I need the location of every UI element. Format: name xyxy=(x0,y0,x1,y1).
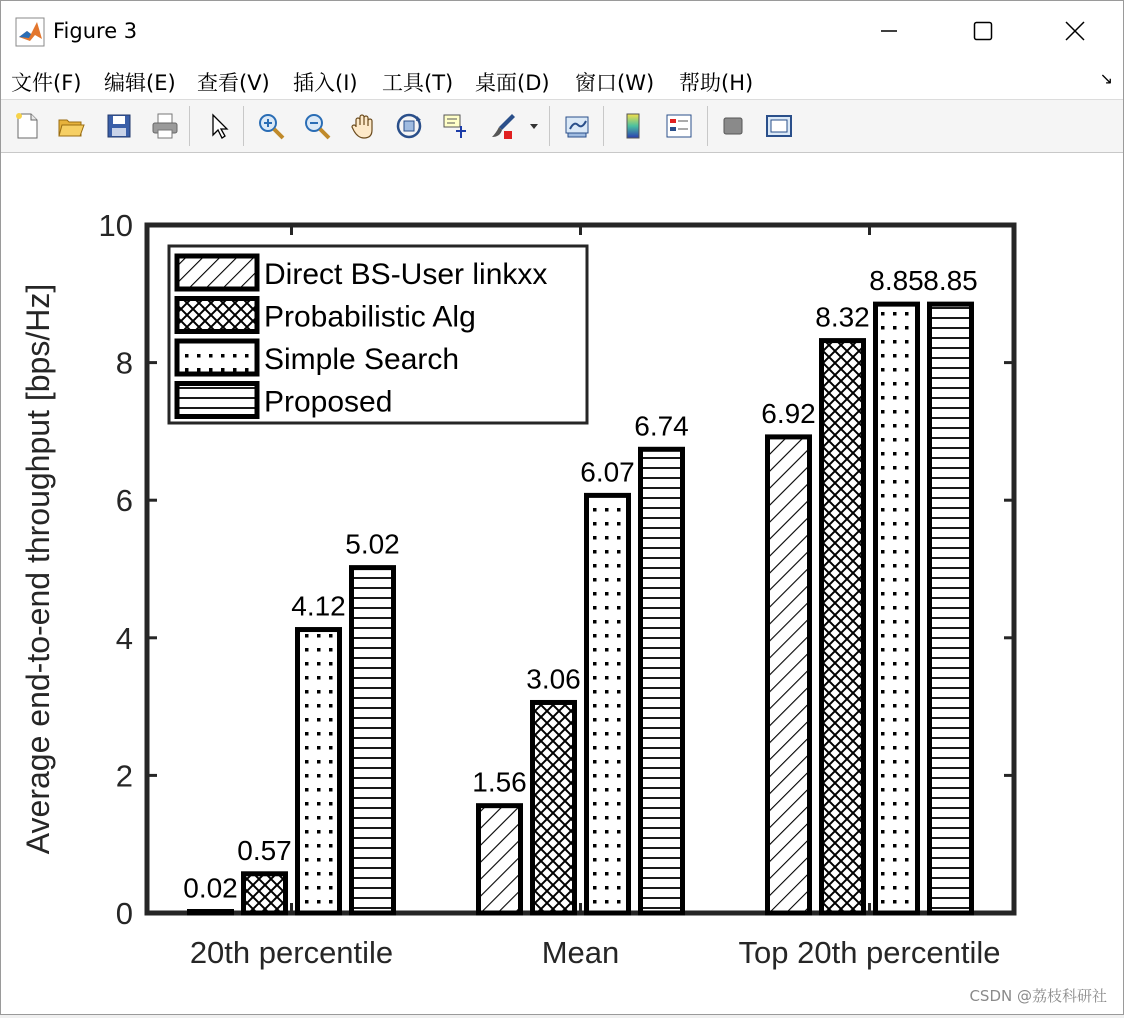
data-label: 6.92 xyxy=(761,397,816,429)
pan-hand-icon xyxy=(348,111,378,141)
y-tick-label: 2 xyxy=(115,758,133,794)
toolbar-separator xyxy=(707,106,708,146)
legend-swatch xyxy=(177,341,257,374)
legend-swatch xyxy=(177,384,257,417)
colorbar-icon xyxy=(618,111,648,141)
toolbar-separator xyxy=(603,106,604,146)
menu-tools[interactable]: 工具(T) xyxy=(382,71,454,95)
data-label: 6.07 xyxy=(580,456,635,488)
zoom-in-button[interactable] xyxy=(253,108,289,144)
menu-expand-icon[interactable]: ↘ xyxy=(1099,69,1113,88)
brush-dropdown-icon xyxy=(528,120,540,132)
data-label: 3.06 xyxy=(526,663,581,695)
brush-button[interactable] xyxy=(485,108,521,144)
data-label: 4.12 xyxy=(291,590,346,622)
bar xyxy=(298,630,340,913)
zoom-out-icon xyxy=(302,111,332,141)
link-plot-button[interactable] xyxy=(559,108,595,144)
data-cursor-button[interactable] xyxy=(437,108,473,144)
menu-window[interactable]: 窗口(W) xyxy=(575,71,655,95)
toolbar-separator xyxy=(243,106,244,146)
maximize-button[interactable] xyxy=(937,1,1029,61)
pan-button[interactable] xyxy=(345,108,381,144)
bar xyxy=(641,449,683,913)
rotate-3d-button[interactable] xyxy=(391,108,427,144)
bar xyxy=(533,702,575,913)
legend-button[interactable] xyxy=(661,108,697,144)
bar xyxy=(822,341,864,913)
menu-edit[interactable]: 编辑(E) xyxy=(104,71,176,95)
data-label: 1.56 xyxy=(472,766,527,798)
data-label: 0.57 xyxy=(237,834,292,866)
window-title: Figure 3 xyxy=(53,19,138,43)
menu-file[interactable]: 文件(F) xyxy=(11,71,82,95)
legend-label: Proposed xyxy=(264,385,393,419)
pointer-icon xyxy=(204,111,234,141)
bar xyxy=(244,874,286,913)
bar xyxy=(479,806,521,913)
save-icon xyxy=(104,111,134,141)
link-plot-icon xyxy=(562,111,592,141)
pointer-button[interactable] xyxy=(201,108,237,144)
bar-chart xyxy=(1,153,1123,1014)
x-tick-label: Mean xyxy=(541,935,620,970)
bar xyxy=(190,912,232,914)
data-label: 0.02 xyxy=(183,872,238,904)
y-axis-label: Average end-to-end throughput [bps/Hz] xyxy=(20,283,56,855)
menu-desktop[interactable]: 桌面(D) xyxy=(475,71,550,95)
zoom-in-icon xyxy=(256,111,286,141)
y-tick-label: 6 xyxy=(115,483,133,519)
menu-insert[interactable]: 插入(I) xyxy=(293,71,358,95)
y-tick-label: 8 xyxy=(115,345,133,381)
hide-plot-tools-button[interactable] xyxy=(715,108,751,144)
open-icon xyxy=(56,111,86,141)
colorbar-button[interactable] xyxy=(615,108,651,144)
new-figure-icon xyxy=(12,111,42,141)
title-bar[interactable] xyxy=(1,1,1123,61)
show-plot-tools-icon xyxy=(764,111,794,141)
legend-swatch xyxy=(177,256,257,289)
y-tick-label: 10 xyxy=(98,208,133,243)
legend-label: Direct BS-User linkxx xyxy=(264,258,548,291)
hide-plot-tools-icon xyxy=(718,111,748,141)
y-tick-label: 0 xyxy=(115,896,133,931)
figure-canvas xyxy=(1,153,1123,1014)
brush-icon xyxy=(488,111,518,141)
toolbar-separator xyxy=(549,106,550,146)
watermark: CSDN @荔枝科研社 xyxy=(969,987,1107,1005)
data-label: 8.85 xyxy=(923,265,978,297)
menu-help[interactable]: 帮助(H) xyxy=(679,71,754,95)
legend-swatch xyxy=(177,299,257,332)
print-button[interactable] xyxy=(147,108,183,144)
bar xyxy=(352,568,394,913)
data-cursor-icon xyxy=(440,111,470,141)
bar xyxy=(930,304,972,913)
close-button[interactable] xyxy=(1029,1,1121,61)
save-button[interactable] xyxy=(101,108,137,144)
bar xyxy=(876,304,918,913)
figure-toolbar xyxy=(1,100,1123,153)
bar xyxy=(587,495,629,913)
data-label: 8.32 xyxy=(815,301,870,333)
x-tick-label: Top 20th percentile xyxy=(738,935,1001,970)
brush-dropdown-button[interactable] xyxy=(525,108,543,144)
maximize-icon xyxy=(973,21,993,41)
matlab-logo-icon xyxy=(15,17,45,47)
legend-icon xyxy=(664,111,694,141)
toolbar-separator xyxy=(189,106,190,146)
close-icon xyxy=(1064,20,1086,42)
minimize-button[interactable] xyxy=(843,1,935,61)
menu-bar xyxy=(1,61,1123,100)
open-button[interactable] xyxy=(53,108,89,144)
legend-label: Simple Search xyxy=(264,343,460,376)
show-plot-tools-button[interactable] xyxy=(761,108,797,144)
print-icon xyxy=(150,111,180,141)
data-label: 8.85 xyxy=(869,265,924,297)
data-label: 5.02 xyxy=(345,528,400,560)
new-figure-button[interactable] xyxy=(9,108,45,144)
y-tick-label: 4 xyxy=(115,620,133,656)
zoom-out-button[interactable] xyxy=(299,108,335,144)
menu-view[interactable]: 查看(V) xyxy=(197,71,270,95)
x-tick-label: 20th percentile xyxy=(189,935,394,970)
legend-label: Probabilistic Alg xyxy=(264,300,476,334)
bar xyxy=(768,437,810,913)
minimize-icon xyxy=(879,21,899,41)
data-label: 6.74 xyxy=(634,410,689,442)
rotate-3d-icon xyxy=(394,111,424,141)
